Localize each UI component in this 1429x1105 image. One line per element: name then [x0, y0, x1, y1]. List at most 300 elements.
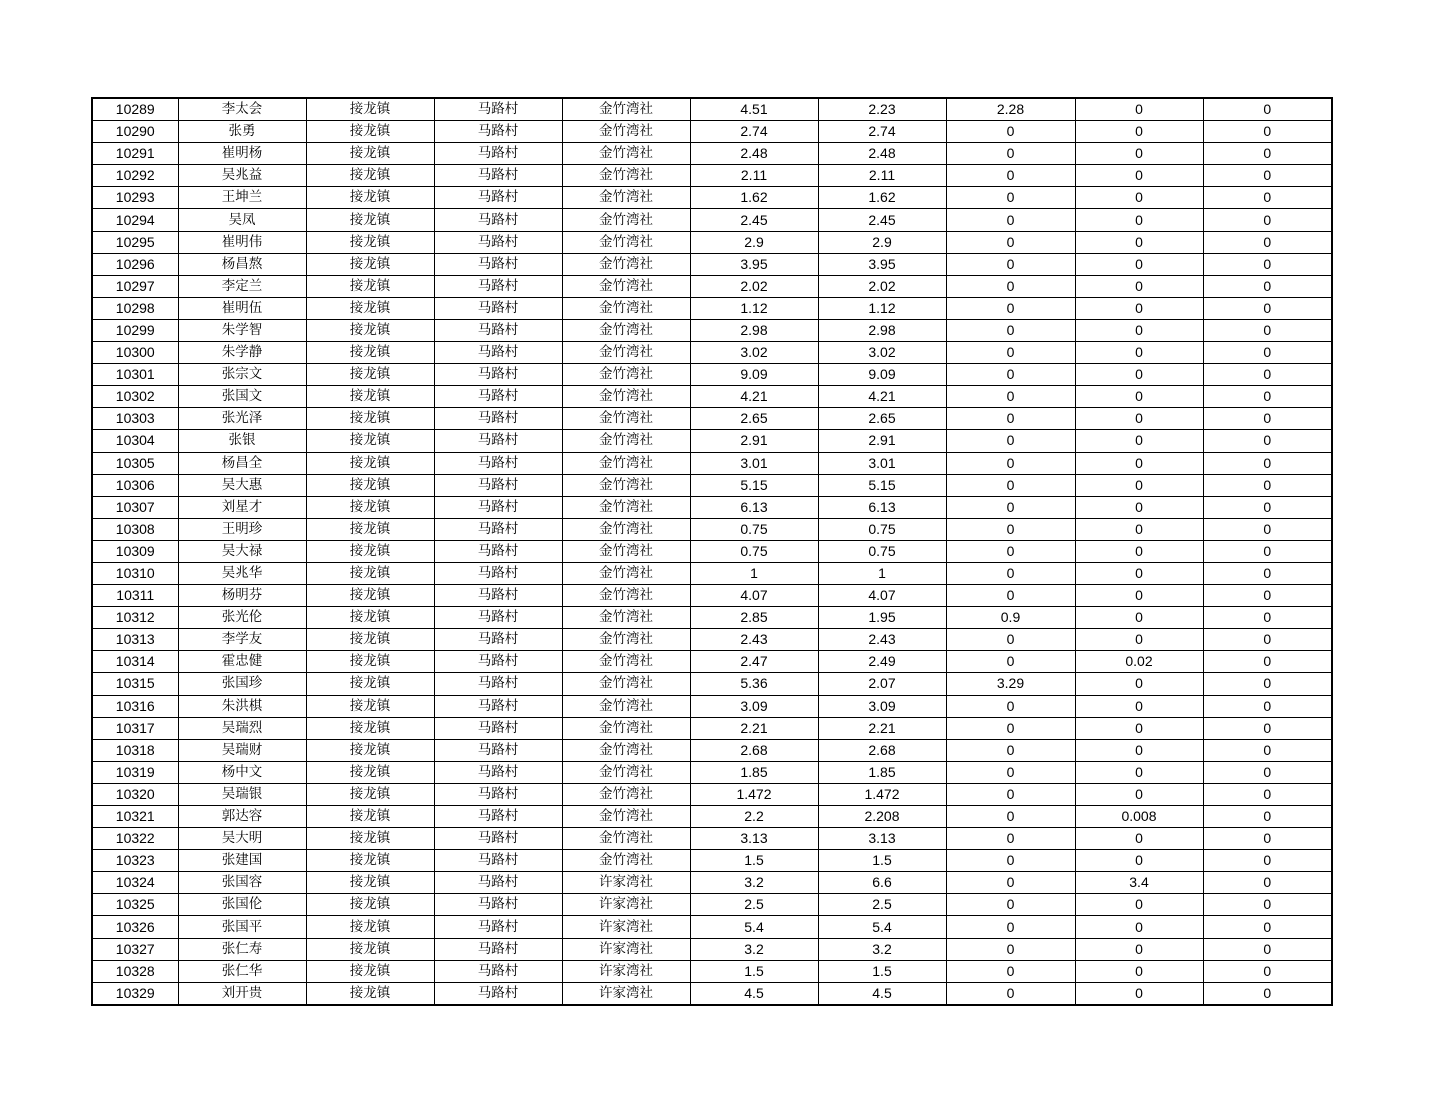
table-row [92, 297, 1332, 319]
table-row [92, 408, 1332, 430]
table-row [92, 916, 1332, 938]
value-3-cell: 0 [946, 408, 1075, 430]
value-5-cell: 0 [1203, 960, 1332, 982]
village-cell: 马路村 [434, 540, 562, 562]
group-cell: 许家湾社 [562, 938, 690, 960]
name-cell: 杨中文 [178, 761, 306, 783]
value-2-cell: 1.12 [818, 297, 946, 319]
table-row [92, 143, 1332, 165]
table-row [92, 585, 1332, 607]
town-cell: 接龙镇 [306, 364, 434, 386]
village-cell: 马路村 [434, 717, 562, 739]
village-cell: 马路村 [434, 496, 562, 518]
id-cell: 10320 [92, 783, 178, 805]
village-cell: 马路村 [434, 651, 562, 673]
name-cell: 李学友 [178, 629, 306, 651]
value-2-cell: 1.472 [818, 783, 946, 805]
value-2-cell: 2.68 [818, 739, 946, 761]
value-1-cell: 2.43 [690, 629, 818, 651]
value-4-cell: 0 [1075, 562, 1203, 584]
value-5-cell: 0 [1203, 496, 1332, 518]
village-cell: 马路村 [434, 739, 562, 761]
town-cell: 接龙镇 [306, 540, 434, 562]
value-1-cell: 2.9 [690, 231, 818, 253]
group-cell: 金竹湾社 [562, 518, 690, 540]
value-1-cell: 2.2 [690, 806, 818, 828]
value-2-cell: 1.62 [818, 187, 946, 209]
name-cell: 张勇 [178, 121, 306, 143]
value-4-cell: 0 [1075, 894, 1203, 916]
village-cell: 马路村 [434, 231, 562, 253]
value-4-cell: 0 [1075, 430, 1203, 452]
value-4-cell: 0 [1075, 143, 1203, 165]
value-3-cell: 0 [946, 121, 1075, 143]
table-row [92, 386, 1332, 408]
value-4-cell: 0 [1075, 364, 1203, 386]
name-cell: 张仁华 [178, 960, 306, 982]
value-1-cell: 1 [690, 562, 818, 584]
town-cell: 接龙镇 [306, 386, 434, 408]
value-1-cell: 0.75 [690, 518, 818, 540]
id-cell: 10308 [92, 518, 178, 540]
value-3-cell: 0 [946, 783, 1075, 805]
value-1-cell: 5.15 [690, 474, 818, 496]
village-cell: 马路村 [434, 806, 562, 828]
value-3-cell: 0 [946, 850, 1075, 872]
town-cell: 接龙镇 [306, 275, 434, 297]
table-row [92, 474, 1332, 496]
group-cell: 金竹湾社 [562, 828, 690, 850]
table-row [92, 960, 1332, 982]
value-1-cell: 1.85 [690, 761, 818, 783]
village-cell: 马路村 [434, 894, 562, 916]
group-cell: 金竹湾社 [562, 651, 690, 673]
value-2-cell: 4.07 [818, 585, 946, 607]
village-cell: 马路村 [434, 960, 562, 982]
village-cell: 马路村 [434, 253, 562, 275]
town-cell: 接龙镇 [306, 872, 434, 894]
value-2-cell: 3.02 [818, 342, 946, 364]
town-cell: 接龙镇 [306, 209, 434, 231]
town-cell: 接龙镇 [306, 916, 434, 938]
table-row [92, 938, 1332, 960]
village-cell: 马路村 [434, 828, 562, 850]
value-2-cell: 2.9 [818, 231, 946, 253]
value-1-cell: 4.5 [690, 982, 818, 1005]
table-row [92, 894, 1332, 916]
group-cell: 金竹湾社 [562, 850, 690, 872]
town-cell: 接龙镇 [306, 585, 434, 607]
value-5-cell: 0 [1203, 452, 1332, 474]
group-cell: 金竹湾社 [562, 739, 690, 761]
value-5-cell: 0 [1203, 342, 1332, 364]
town-cell: 接龙镇 [306, 518, 434, 540]
value-1-cell: 3.02 [690, 342, 818, 364]
value-4-cell: 0 [1075, 209, 1203, 231]
id-cell: 10295 [92, 231, 178, 253]
town-cell: 接龙镇 [306, 607, 434, 629]
value-2-cell: 4.5 [818, 982, 946, 1005]
id-cell: 10314 [92, 651, 178, 673]
table-row [92, 562, 1332, 584]
village-cell: 马路村 [434, 319, 562, 341]
village-cell: 马路村 [434, 386, 562, 408]
value-5-cell: 0 [1203, 828, 1332, 850]
value-5-cell: 0 [1203, 607, 1332, 629]
name-cell: 张光泽 [178, 408, 306, 430]
value-5-cell: 0 [1203, 297, 1332, 319]
value-5-cell: 0 [1203, 717, 1332, 739]
town-cell: 接龙镇 [306, 850, 434, 872]
name-cell: 张国珍 [178, 673, 306, 695]
name-cell: 吴兆华 [178, 562, 306, 584]
value-2-cell: 4.21 [818, 386, 946, 408]
name-cell: 张国伦 [178, 894, 306, 916]
table-row [92, 187, 1332, 209]
value-1-cell: 3.09 [690, 695, 818, 717]
name-cell: 吴大惠 [178, 474, 306, 496]
value-3-cell: 0 [946, 960, 1075, 982]
name-cell: 吴瑞银 [178, 783, 306, 805]
group-cell: 金竹湾社 [562, 231, 690, 253]
name-cell: 杨昌全 [178, 452, 306, 474]
value-5-cell: 0 [1203, 275, 1332, 297]
name-cell: 杨昌熬 [178, 253, 306, 275]
village-cell: 马路村 [434, 297, 562, 319]
table-row [92, 695, 1332, 717]
town-cell: 接龙镇 [306, 452, 434, 474]
value-4-cell: 0 [1075, 938, 1203, 960]
value-4-cell: 0 [1075, 916, 1203, 938]
value-5-cell: 0 [1203, 585, 1332, 607]
value-3-cell: 0 [946, 806, 1075, 828]
table-row [92, 783, 1332, 805]
value-1-cell: 2.65 [690, 408, 818, 430]
id-cell: 10322 [92, 828, 178, 850]
value-3-cell: 0 [946, 916, 1075, 938]
town-cell: 接龙镇 [306, 474, 434, 496]
value-5-cell: 0 [1203, 386, 1332, 408]
value-5-cell: 0 [1203, 165, 1332, 187]
village-cell: 马路村 [434, 364, 562, 386]
value-4-cell: 0 [1075, 275, 1203, 297]
town-cell: 接龙镇 [306, 562, 434, 584]
value-4-cell: 0 [1075, 408, 1203, 430]
value-4-cell: 0 [1075, 187, 1203, 209]
value-4-cell: 0 [1075, 607, 1203, 629]
value-3-cell: 0 [946, 938, 1075, 960]
value-4-cell: 0 [1075, 739, 1203, 761]
id-cell: 10316 [92, 695, 178, 717]
town-cell: 接龙镇 [306, 651, 434, 673]
id-cell: 10313 [92, 629, 178, 651]
value-4-cell: 0 [1075, 342, 1203, 364]
value-3-cell: 0 [946, 982, 1075, 1005]
village-cell: 马路村 [434, 452, 562, 474]
table-row [92, 253, 1332, 275]
id-cell: 10296 [92, 253, 178, 275]
value-3-cell: 0 [946, 364, 1075, 386]
value-1-cell: 1.5 [690, 960, 818, 982]
group-cell: 金竹湾社 [562, 496, 690, 518]
value-5-cell: 0 [1203, 783, 1332, 805]
id-cell: 10327 [92, 938, 178, 960]
table-row [92, 231, 1332, 253]
id-cell: 10300 [92, 342, 178, 364]
value-4-cell: 0 [1075, 717, 1203, 739]
value-4-cell: 0 [1075, 319, 1203, 341]
value-4-cell: 0 [1075, 518, 1203, 540]
value-2-cell: 2.07 [818, 673, 946, 695]
table-row [92, 496, 1332, 518]
town-cell: 接龙镇 [306, 342, 434, 364]
value-5-cell: 0 [1203, 319, 1332, 341]
village-cell: 马路村 [434, 143, 562, 165]
village-cell: 马路村 [434, 98, 562, 121]
value-2-cell: 2.74 [818, 121, 946, 143]
group-cell: 金竹湾社 [562, 761, 690, 783]
group-cell: 金竹湾社 [562, 430, 690, 452]
name-cell: 王坤兰 [178, 187, 306, 209]
table-row [92, 850, 1332, 872]
value-1-cell: 1.472 [690, 783, 818, 805]
town-cell: 接龙镇 [306, 297, 434, 319]
value-5-cell: 0 [1203, 474, 1332, 496]
name-cell: 吴兆益 [178, 165, 306, 187]
value-3-cell: 0 [946, 585, 1075, 607]
group-cell: 金竹湾社 [562, 452, 690, 474]
town-cell: 接龙镇 [306, 165, 434, 187]
value-5-cell: 0 [1203, 872, 1332, 894]
group-cell: 许家湾社 [562, 872, 690, 894]
group-cell: 金竹湾社 [562, 783, 690, 805]
village-cell: 马路村 [434, 872, 562, 894]
table-row [92, 982, 1332, 1005]
value-2-cell: 9.09 [818, 364, 946, 386]
town-cell: 接龙镇 [306, 828, 434, 850]
value-2-cell: 2.43 [818, 629, 946, 651]
value-3-cell: 0 [946, 253, 1075, 275]
village-cell: 马路村 [434, 585, 562, 607]
table-row [92, 717, 1332, 739]
table-row [92, 828, 1332, 850]
value-1-cell: 9.09 [690, 364, 818, 386]
table-row [92, 540, 1332, 562]
group-cell: 金竹湾社 [562, 143, 690, 165]
group-cell: 金竹湾社 [562, 408, 690, 430]
value-2-cell: 6.13 [818, 496, 946, 518]
id-cell: 10290 [92, 121, 178, 143]
id-cell: 10304 [92, 430, 178, 452]
value-4-cell: 0 [1075, 496, 1203, 518]
town-cell: 接龙镇 [306, 98, 434, 121]
village-cell: 马路村 [434, 761, 562, 783]
value-5-cell: 0 [1203, 121, 1332, 143]
table-row [92, 651, 1332, 673]
village-cell: 马路村 [434, 187, 562, 209]
value-3-cell: 0 [946, 231, 1075, 253]
value-2-cell: 2.48 [818, 143, 946, 165]
village-cell: 马路村 [434, 121, 562, 143]
name-cell: 刘开贵 [178, 982, 306, 1005]
name-cell: 张仁寿 [178, 938, 306, 960]
village-cell: 马路村 [434, 982, 562, 1005]
value-4-cell: 0 [1075, 165, 1203, 187]
value-1-cell: 5.36 [690, 673, 818, 695]
value-5-cell: 0 [1203, 430, 1332, 452]
value-3-cell: 0 [946, 828, 1075, 850]
value-2-cell: 3.13 [818, 828, 946, 850]
value-1-cell: 2.45 [690, 209, 818, 231]
village-cell: 马路村 [434, 209, 562, 231]
value-4-cell: 3.4 [1075, 872, 1203, 894]
value-4-cell: 0 [1075, 98, 1203, 121]
value-2-cell: 3.01 [818, 452, 946, 474]
id-cell: 10323 [92, 850, 178, 872]
group-cell: 金竹湾社 [562, 121, 690, 143]
village-cell: 马路村 [434, 408, 562, 430]
value-2-cell: 6.6 [818, 872, 946, 894]
town-cell: 接龙镇 [306, 187, 434, 209]
table-row [92, 98, 1332, 121]
value-3-cell: 0 [946, 761, 1075, 783]
name-cell: 崔明杨 [178, 143, 306, 165]
group-cell: 金竹湾社 [562, 297, 690, 319]
value-5-cell: 0 [1203, 651, 1332, 673]
town-cell: 接龙镇 [306, 253, 434, 275]
id-cell: 10291 [92, 143, 178, 165]
name-cell: 张国容 [178, 872, 306, 894]
village-cell: 马路村 [434, 518, 562, 540]
value-4-cell: 0 [1075, 231, 1203, 253]
value-1-cell: 3.95 [690, 253, 818, 275]
table-row [92, 518, 1332, 540]
value-4-cell: 0 [1075, 850, 1203, 872]
town-cell: 接龙镇 [306, 894, 434, 916]
value-5-cell: 0 [1203, 143, 1332, 165]
value-1-cell: 4.21 [690, 386, 818, 408]
value-3-cell: 0 [946, 187, 1075, 209]
value-5-cell: 0 [1203, 231, 1332, 253]
group-cell: 金竹湾社 [562, 717, 690, 739]
value-5-cell: 0 [1203, 540, 1332, 562]
value-1-cell: 2.68 [690, 739, 818, 761]
group-cell: 金竹湾社 [562, 342, 690, 364]
village-cell: 马路村 [434, 430, 562, 452]
table-row [92, 739, 1332, 761]
value-4-cell: 0 [1075, 761, 1203, 783]
id-cell: 10299 [92, 319, 178, 341]
id-cell: 10324 [92, 872, 178, 894]
village-cell: 马路村 [434, 673, 562, 695]
value-1-cell: 1.12 [690, 297, 818, 319]
value-4-cell: 0 [1075, 629, 1203, 651]
value-4-cell: 0 [1075, 540, 1203, 562]
value-5-cell: 0 [1203, 739, 1332, 761]
id-cell: 10318 [92, 739, 178, 761]
table-row [92, 209, 1332, 231]
value-3-cell: 0.9 [946, 607, 1075, 629]
town-cell: 接龙镇 [306, 761, 434, 783]
village-cell: 马路村 [434, 783, 562, 805]
table-row [92, 872, 1332, 894]
town-cell: 接龙镇 [306, 319, 434, 341]
group-cell: 金竹湾社 [562, 319, 690, 341]
value-3-cell: 0 [946, 894, 1075, 916]
value-5-cell: 0 [1203, 916, 1332, 938]
town-cell: 接龙镇 [306, 982, 434, 1005]
town-cell: 接龙镇 [306, 739, 434, 761]
group-cell: 金竹湾社 [562, 364, 690, 386]
name-cell: 张光伦 [178, 607, 306, 629]
value-3-cell: 0 [946, 452, 1075, 474]
name-cell: 吴瑞烈 [178, 717, 306, 739]
value-4-cell: 0.02 [1075, 651, 1203, 673]
name-cell: 吴凤 [178, 209, 306, 231]
group-cell: 金竹湾社 [562, 98, 690, 121]
value-4-cell: 0 [1075, 121, 1203, 143]
id-cell: 10302 [92, 386, 178, 408]
name-cell: 霍忠健 [178, 651, 306, 673]
value-3-cell: 0 [946, 651, 1075, 673]
id-cell: 10294 [92, 209, 178, 231]
village-cell: 马路村 [434, 562, 562, 584]
table-row [92, 629, 1332, 651]
data-table [91, 97, 1333, 1006]
value-5-cell: 0 [1203, 894, 1332, 916]
value-3-cell: 0 [946, 496, 1075, 518]
value-3-cell: 0 [946, 143, 1075, 165]
group-cell: 金竹湾社 [562, 165, 690, 187]
village-cell: 马路村 [434, 938, 562, 960]
group-cell: 金竹湾社 [562, 585, 690, 607]
value-1-cell: 4.07 [690, 585, 818, 607]
value-1-cell: 3.01 [690, 452, 818, 474]
group-cell: 金竹湾社 [562, 474, 690, 496]
value-5-cell: 0 [1203, 761, 1332, 783]
id-cell: 10293 [92, 187, 178, 209]
id-cell: 10326 [92, 916, 178, 938]
value-5-cell: 0 [1203, 695, 1332, 717]
name-cell: 吴大禄 [178, 540, 306, 562]
value-4-cell: 0 [1075, 673, 1203, 695]
town-cell: 接龙镇 [306, 121, 434, 143]
id-cell: 10317 [92, 717, 178, 739]
id-cell: 10289 [92, 98, 178, 121]
table-row [92, 806, 1332, 828]
village-cell: 马路村 [434, 275, 562, 297]
value-2-cell: 1.5 [818, 850, 946, 872]
value-2-cell: 0.75 [818, 518, 946, 540]
name-cell: 朱学智 [178, 319, 306, 341]
village-cell: 马路村 [434, 695, 562, 717]
group-cell: 金竹湾社 [562, 209, 690, 231]
value-5-cell: 0 [1203, 187, 1332, 209]
town-cell: 接龙镇 [306, 695, 434, 717]
name-cell: 张宗文 [178, 364, 306, 386]
group-cell: 许家湾社 [562, 960, 690, 982]
value-3-cell: 0 [946, 872, 1075, 894]
value-1-cell: 5.4 [690, 916, 818, 938]
value-2-cell: 5.4 [818, 916, 946, 938]
name-cell: 崔明伟 [178, 231, 306, 253]
value-2-cell: 5.15 [818, 474, 946, 496]
value-5-cell: 0 [1203, 408, 1332, 430]
village-cell: 马路村 [434, 165, 562, 187]
value-4-cell: 0 [1075, 452, 1203, 474]
value-2-cell: 0.75 [818, 540, 946, 562]
value-2-cell: 3.95 [818, 253, 946, 275]
